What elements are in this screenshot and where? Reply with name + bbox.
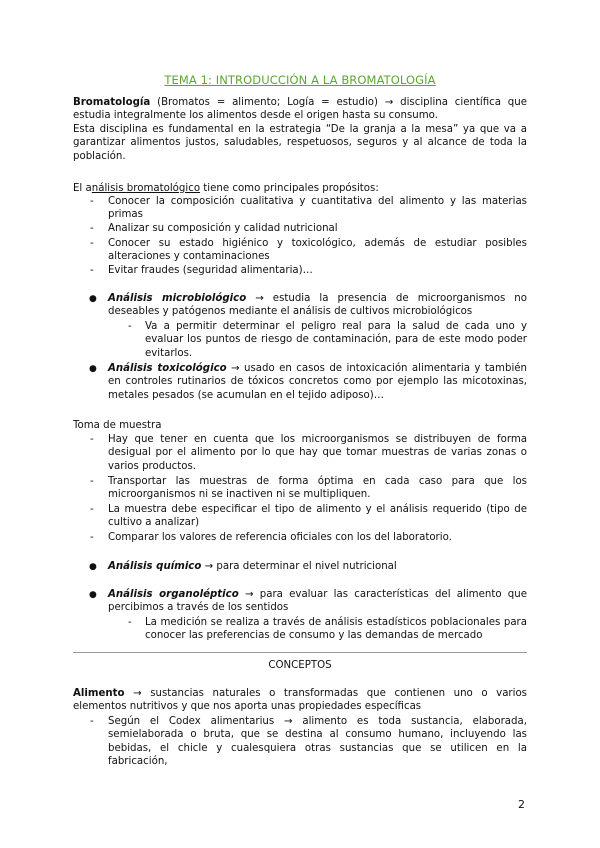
list-item: Transportar las muestras de forma óptima en cada caso para que los microorganismos ni se inactiven ni se multipliquen.	[108, 476, 527, 501]
alimento-definition	[73, 687, 527, 714]
bullet-marker: ●	[89, 364, 97, 374]
dash-marker: -	[90, 265, 94, 276]
list-item: Conocer la composición cualitativa y cuantitativa del alimento y las materias primas	[108, 196, 527, 221]
dash-marker: -	[90, 223, 94, 234]
dash-marker: -	[90, 196, 94, 207]
muestra-heading: Toma de muestra	[73, 420, 162, 431]
organo-term: Análisis organoléptico	[108, 589, 239, 600]
micro-term: Análisis microbiológico	[108, 293, 247, 304]
micro-subitem: Va a permitir determinar el peligro real para la salud de cada uno y evaluar los puntos de riesgo de contaminación, para de este modo poder evitarlos.	[145, 321, 527, 359]
dash-marker: -	[90, 532, 94, 543]
toxico-term: Análisis toxicológico	[108, 363, 227, 374]
section-divider	[73, 652, 527, 653]
list-item: La muestra debe especificar el tipo de alimento y el análisis requerido (tipo de cultivo a analizar)	[108, 504, 527, 529]
organo-text: → para evaluar las características del alimento que percibimos a través de los sentidos	[108, 589, 528, 614]
analisis-intro-post: tiene como principales propósitos:	[200, 183, 379, 194]
dash-marker: -	[90, 476, 94, 487]
toxico-text: → usado en casos de intoxicación alimentaria y también en controles rutinarios de tóxicos concretos como por ejemplo las micotoxinas, metales pesados (se acumulan en el tejido adiposo)…	[108, 363, 527, 401]
dash-marker: -	[128, 321, 132, 332]
dash-marker: -	[90, 504, 94, 515]
micro-item	[108, 292, 527, 319]
quimico-term: Análisis químico	[108, 561, 202, 572]
bullet-marker: ●	[89, 562, 97, 572]
organo-subitem: La medición se realiza a través de análisis estadísticos poblacionales para conocer las preferencias de consumo y las demandas de mercado	[145, 617, 527, 642]
alimento-subitem: Según el Codex alimentarius → alimento es toda sustancia, elaborada, semielaborada o bruta, que se destina al consumo humano, incluyendo las bebidas, el chicle y cualesquiera otras sustancias que se utilicen en la fabricación,	[108, 716, 527, 768]
quimico-text: → para determinar el nivel nutricional	[201, 561, 397, 572]
list-item: Hay que tener en cuenta que los microorganismos se distribuyen de forma desigual por el alimento por lo que hay que tomar muestras de varias zonas o varios productos.	[108, 434, 527, 472]
section-heading-conceptos: CONCEPTOS	[268, 660, 332, 671]
list-item: Conocer su estado higiénico y toxicológico, además de estudiar posibles alteraciones y contaminaciones	[108, 238, 527, 263]
dash-marker: -	[90, 434, 94, 445]
bromatologia-definition: (Bromatos = alimento; Logía = estudio) → disciplina científica que estudia integralmente los alimentos desde el origen hasta su consumo.	[73, 97, 527, 122]
bromatologia-term: Bromatología	[73, 97, 151, 108]
micro-text: → estudia la presencia de microorganismos no deseables y patógenos mediante el análisis de cultivos microbiológicos	[108, 293, 527, 318]
bullet-marker: ●	[89, 590, 97, 600]
list-item: Evitar fraudes (seguridad alimentaria)…	[108, 265, 313, 276]
toxico-item	[108, 362, 527, 402]
intro-definition	[73, 96, 527, 123]
dash-marker: -	[128, 617, 132, 628]
alimento-text: → sustancias naturales o transformadas que contienen uno o varios elementos nutritivos y que nos aporta unas propiedades específicas	[73, 688, 527, 713]
analisis-intro-pre: El a	[73, 183, 92, 194]
list-item: Analizar su composición y calidad nutricional	[108, 223, 338, 234]
quimico-item	[108, 560, 527, 573]
intro-paragraph: Esta disciplina es fundamental en la estrategia “De la granja a la mesa” ya que va a garantizar alimentos justos, saludables, respetuosos, seguros y al alcance de toda la población.	[73, 124, 527, 162]
dash-marker: -	[90, 238, 94, 249]
organo-item	[108, 588, 527, 615]
list-item: Comparar los valores de referencia oficiales con los del laboratorio.	[108, 532, 452, 543]
bullet-marker: ●	[89, 294, 97, 304]
analisis-intro	[73, 182, 527, 195]
analisis-underlined: nálisis bromatológico	[91, 183, 201, 194]
dash-marker: -	[90, 716, 94, 727]
alimento-term: Alimento	[73, 688, 125, 699]
page-title: TEMA 1: INTRODUCCIÓN A LA BROMATOLOGÍA	[164, 73, 436, 87]
page-number: 2	[518, 798, 525, 811]
